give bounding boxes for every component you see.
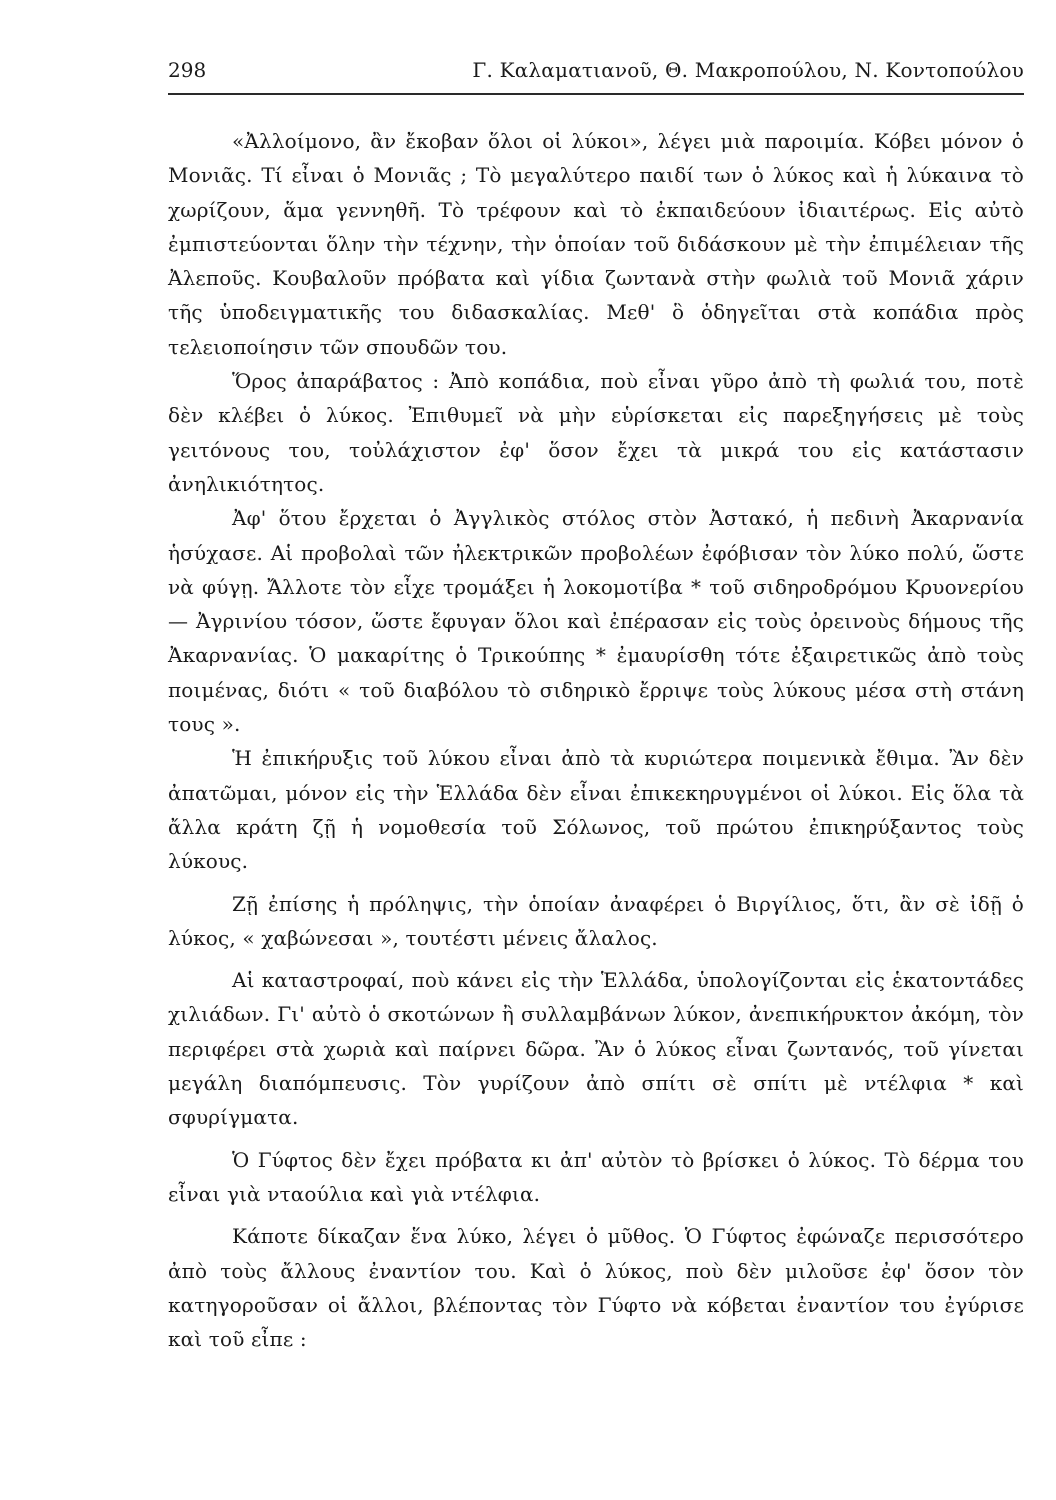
header-rule [168, 93, 1024, 95]
paragraph: Ὅρος ἀπαράβατος : Ἀπὸ κοπάδια, ποὺ εἶναι γῦρο ἀπὸ τὴ φωλιά του, ποτὲ δὲν κλέβει ὁ λύκος. Ἐπιθυμεῖ νὰ μὴν εὑρίσκεται εἰς παρεξηγήσεις μὲ τοὺς γειτόνους του, τοὐλάχιστον ἐφ' ὅσον ἔχει τὰ μικρά του εἰς κατάστασιν ἀνηλικιότητος. [168, 369, 1024, 496]
paragraph: Ζῇ ἐπίσης ἡ πρόληψις, τὴν ὁποίαν ἀναφέρει ὁ Βιργίλιος, ὅτι, ἂν σὲ ἰδῇ ὁ λύκος, « χαβώνεσαι », τουτέστι μένεις ἄλαλος. [168, 891, 1024, 950]
paragraph: Ἡ ἐπικήρυξις τοῦ λύκου εἶναι ἀπὸ τὰ κυριώτερα ποιμενικὰ ἔθιμα. Ἂν δὲν ἀπατῶμαι, μόνον εἰς τὴν Ἑλλάδα δὲν εἶναι ἐπικεκηρυγμένοι οἱ λύκοι. Εἰς ὅλα τὰ ἄλλα κράτη ζῇ ἡ νομοθεσία τοῦ Σόλωνος, τοῦ πρώτου ἐπικηρύξαντος τοὺς λύκους. [168, 746, 1024, 874]
paragraph: «Ἀλλοίμονο, ἂν ἔκοβαν ὅλοι οἱ λύκοι», λέγει μιὰ παροιμία. Κόβει μόνον ὁ Μονιᾶς. Τί εἶναι ὁ Μονιᾶς ; Τὸ μεγαλύτερο παιδί των ὁ λύκος καὶ ἡ λύκαινα τὸ χωρίζουν, ἅμα γεννηθῆ. Τὸ τρέφουν καὶ τὸ ἐκπαιδεύουν ἰδιαιτέρως. Εἰς αὐτὸ ἐμπιστεύονται ὅλην τὴν τέχνην, τὴν ὁποίαν τοῦ διδάσκουν μὲ τὴν ἐπιμέλειαν τῆς Ἀλεποῦς. Κουβαλοῦν πρόβατα καὶ γίδια ζωντανὰ στὴν φωλιὰ τοῦ Μονιᾶ χάριν τῆς ὑποδειγματικῆς του διδασκαλίας. Μεθ' ὃ ὁδηγεῖται στὰ κοπάδια πρὸς τελειοποίησιν τῶν σπουδῶν του. [168, 129, 1024, 359]
paragraph: Κάποτε δίκαζαν ἕνα λύκο, λέγει ὁ μῦθος. Ὁ Γύφτος ἐφώναζε περισσότερο ἀπὸ τοὺς ἄλλους ἐναντίον του. Καὶ ὁ λύκος, ποὺ δὲν μιλοῦσε ἐφ' ὅσον τὸν κατηγοροῦσαν οἱ ἄλλοι, βλέποντας τὸν Γύφτο νὰ κόβεται ἐναντίον του ἐγύρισε καὶ τοῦ εἶπε : [168, 1224, 1024, 1352]
running-head: Γ. Καλαματιανοῦ, Θ. Μακροπούλου, Ν. Κοντοπούλου [472, 58, 1024, 82]
body-text [168, 124, 1024, 1356]
page-number: 298 [168, 58, 207, 82]
paragraph: Ἀφ' ὅτου ἔρχεται ὁ Ἀγγλικὸς στόλος στὸν Ἀστακό, ἡ πεδινὴ Ἀκαρνανία ἡσύχασε. Αἱ προβολαὶ τῶν ἠλεκτρικῶν προβολέων ἐφόβισαν τὸν λύκο πολύ, ὥστε νὰ φύγῃ. Ἄλλοτε τὸν εἶχε τρομάξει ἡ λοκομοτίβα * τοῦ σιδηροδρόμου Κρυονερίου — Ἀγρινίου τόσον, ὥστε ἔφυγαν ὅλοι καὶ ἐπέρασαν εἰς τοὺς ὀρεινοὺς δήμους τῆς Ἀκαρνανίας. Ὁ μακαρίτης ὁ Τρικούπης * ἐμαυρίσθη τότε ἐξαιρετικῶς ἀπὸ τοὺς ποιμένας, διότι « τοῦ διαβόλου τὸ σιδηρικὸ ἔρριψε τοὺς λύκους μέσα στὴ στάνη τους ». [168, 506, 1024, 737]
paragraph: Ὁ Γύφτος δὲν ἔχει πρόβατα κι ἀπ' αὐτὸν τὸ βρίσκει ὁ λύκος. Τὸ δέρμα του εἶναι γιὰ νταούλια καὶ γιὰ ντέλφια. [168, 1147, 1024, 1206]
paragraph: Αἱ καταστροφαί, ποὺ κάνει εἰς τὴν Ἑλλάδα, ὑπολογίζονται εἰς ἑκατοντάδες χιλιάδων. Γι' αὐτὸ ὁ σκοτώνων ἢ συλλαμβάνων λύκον, ἀνεπικήρυκτον ἀκόμη, τὸν περιφέρει στὰ χωριὰ καὶ παίρνει δῶρα. Ἂν ὁ λύκος εἶναι ζωντανός, τοῦ γίνεται μεγάλη διαπόμπευσις. Τὸν γυρίζουν ἀπὸ σπίτι σὲ σπίτι μὲ ντέλφια * καὶ σφυρίγματα. [168, 968, 1024, 1130]
page-header [168, 58, 1024, 88]
